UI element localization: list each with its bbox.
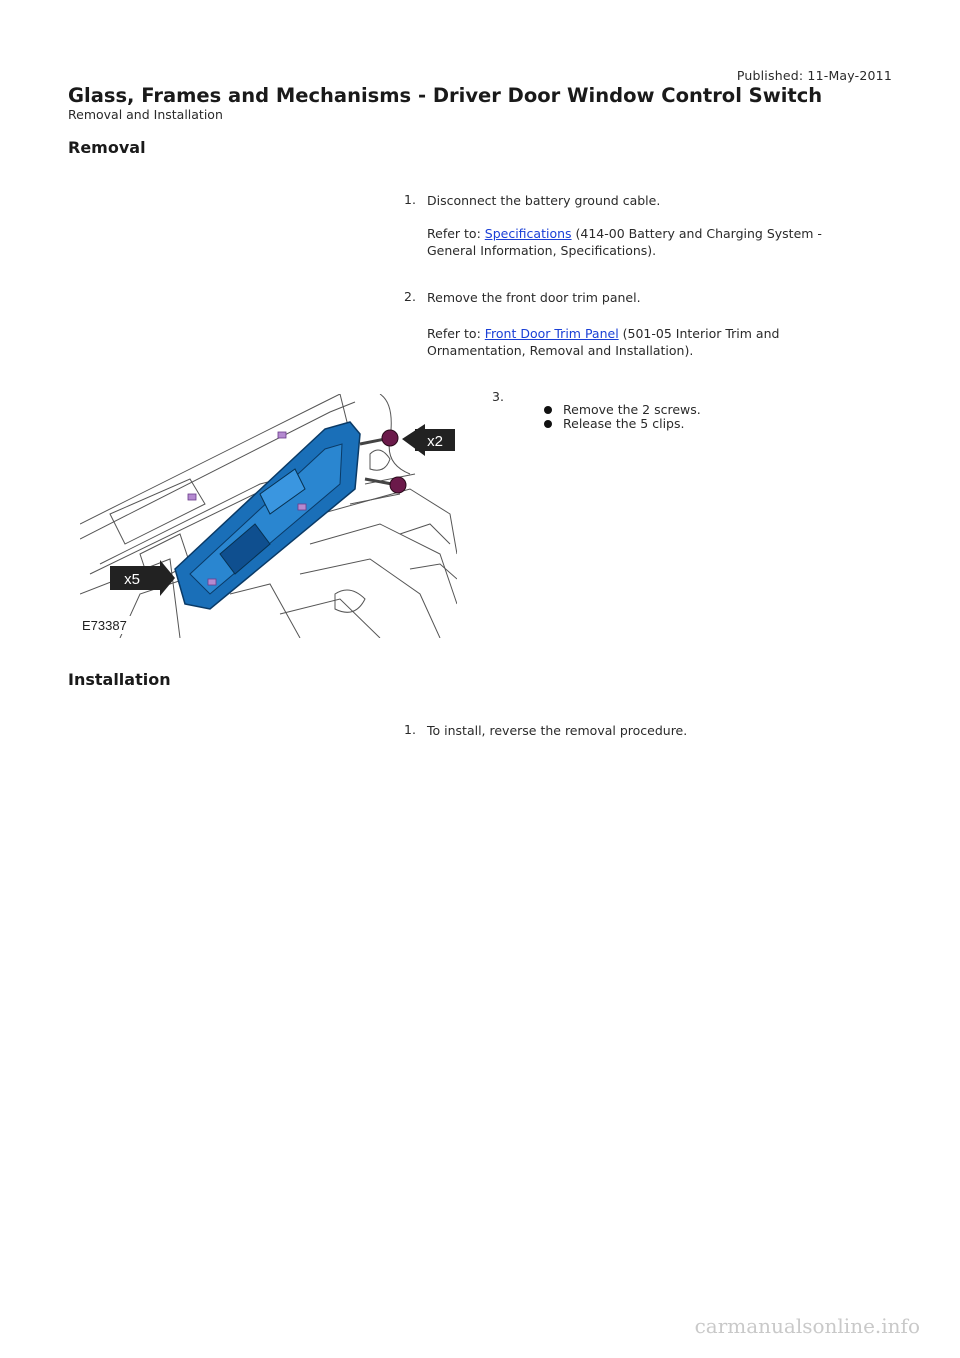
list-item: Remove the 2 screws. <box>563 403 701 417</box>
bullet-icon <box>544 420 552 428</box>
figure-id-label: E73387 <box>82 618 127 633</box>
list-item: Release the 5 clips. <box>563 417 701 431</box>
removal-heading: Removal <box>68 138 146 157</box>
installation-step-1-number: 1. <box>404 722 416 737</box>
front-door-trim-panel-link[interactable]: Front Door Trim Panel <box>484 326 619 341</box>
clips-callout: x5 <box>124 571 140 588</box>
removal-step-1-text: Disconnect the battery ground cable. <box>427 193 661 208</box>
published-date: Published: 11-May-2011 <box>736 68 892 83</box>
removal-step-3-number: 3. <box>492 389 504 404</box>
removal-step-3-bullets <box>563 403 701 431</box>
installation-step-1-text: To install, reverse the removal procedure. <box>427 723 688 738</box>
removal-step-2-text: Remove the front door trim panel. <box>427 290 641 305</box>
removal-step-1-number: 1. <box>404 192 416 207</box>
page-subtitle: Removal and Installation <box>68 107 223 122</box>
screws-callout: x2 <box>427 433 443 450</box>
page-title: Glass, Frames and Mechanisms - Driver Door Window Control Switch <box>68 84 823 107</box>
removal-step-2-reference: Refer to: Front Door Trim Panel (501-05 Interior Trim and Ornamentation, Removal and Installation). <box>427 326 780 358</box>
door-switch-illustration <box>80 394 457 638</box>
specifications-link[interactable]: Specifications <box>484 226 572 241</box>
removal-step-1-reference: Refer to: Specifications (414-00 Battery and Charging System - General Information, Specifications). <box>427 226 822 258</box>
installation-heading: Installation <box>68 670 171 689</box>
bullet-icon <box>544 406 552 414</box>
removal-step-2-number: 2. <box>404 289 416 304</box>
watermark: carmanualsonline.info <box>694 1314 920 1338</box>
